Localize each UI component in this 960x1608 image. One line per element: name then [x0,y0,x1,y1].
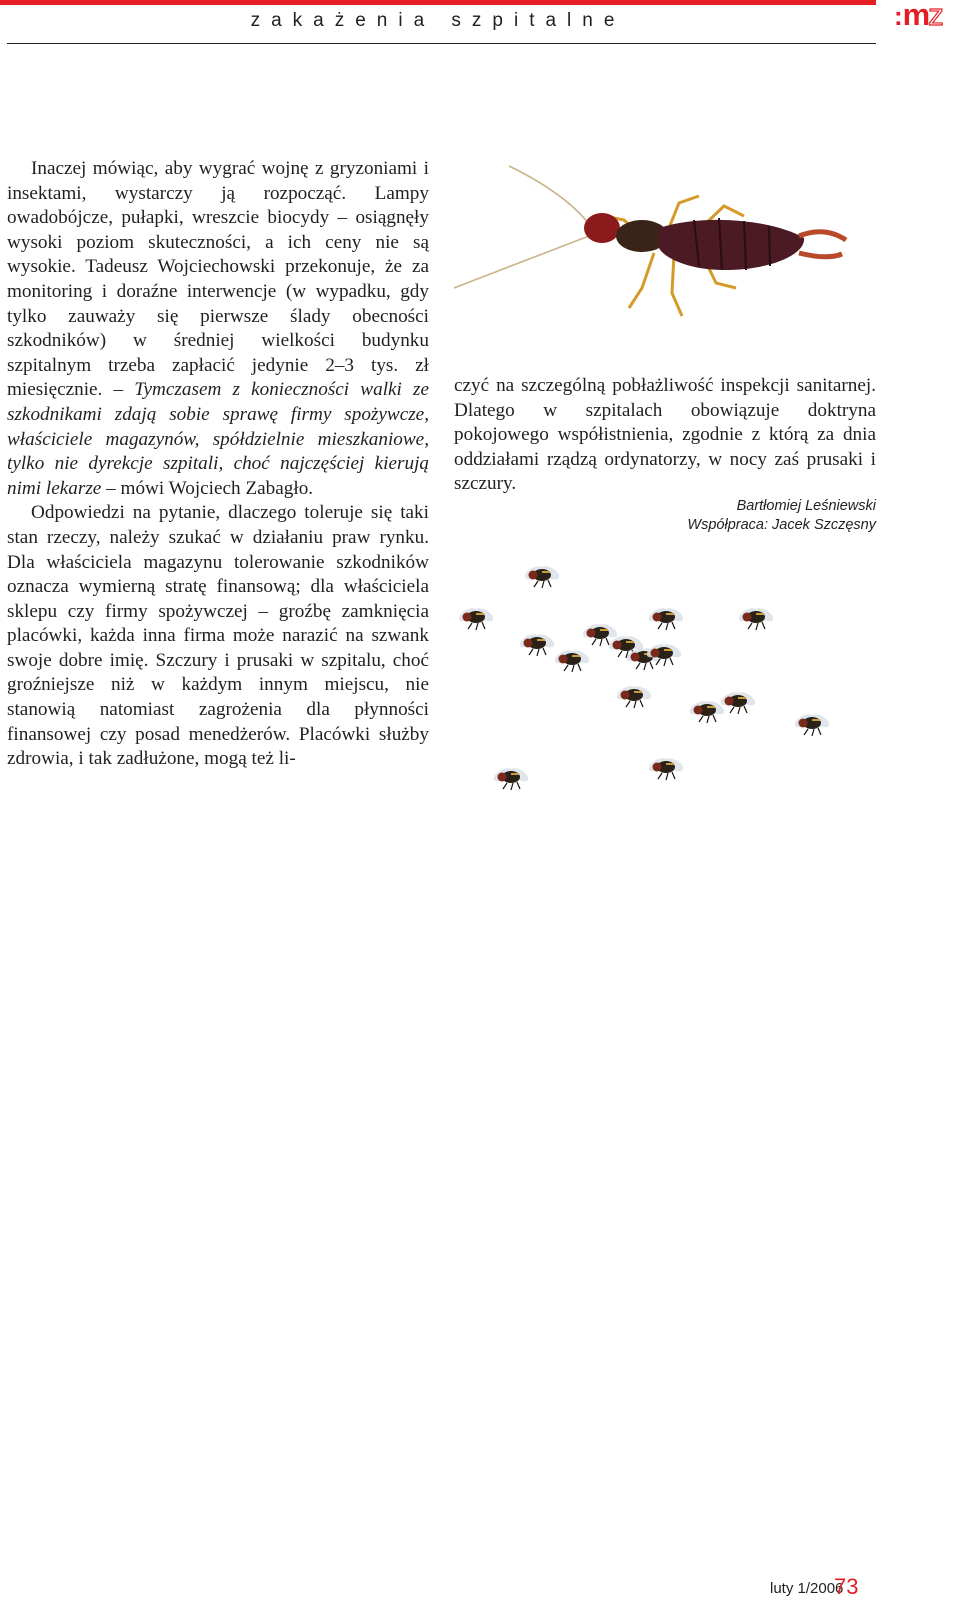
paragraph-1: Inaczej mówiąc, aby wygrać wojnę z gryzoniami i insektami, wystarczy ją rozpocząć. Lampy owadobójcze, pułapki, wreszcie biocydy – osiągnęły wysoki poziom skuteczności, a ich ceny nie są wysokie. Tadeusz Wojciechowski przekonuje, że za monitoring i doraźne interwencje (w wypadku, gdy tylko zauważy się pierwsze ślady obecności szkodników) w średniej wielkości budynku szpitalnym trzeba zapłacić jedynie 2–3 tys. zł miesięcznie. – Tymczasem z konieczności walki ze szkodnikami zdają sobie sprawę firmy spożywcze, właściciele magazynów, spółdzielnie mieszkaniowe, tylko nie dyrekcje szpitali, choć najczęściej kierują nimi lekarze – mówi Wojciech Zabagło. [7,158,430,499]
cooperation-byline: Współpraca: Jacek Szczęsny [687,517,876,533]
right-column [454,374,876,497]
flies-photo [454,555,876,815]
paragraph-2: Odpowiedzi na pytanie, dlaczego toleruje się taki stan rzeczy, należy szukać w działaniu praw rynku. Dla właściciela magazynu tolerowanie szkodników oznacza wymierną stratę finansową; dla właściciela sklepu czy firmy spożywczej – groźbę zamknięcia placówki, każda inna firma może narazić na szwank swoje dobre imię. Szczury i prusaki w szpitalu, choć groźniejsze niż w każdym innym miejscu, nie stanowią natomiast zagrożenia dla płynności finansowej czy posad menedżerów. Placówki służby zdrowia, i tak zadłużone, mogą też li- [7,502,429,770]
left-column [7,157,429,772]
header-rule [7,43,876,44]
earwig-photo [454,158,876,328]
section-title: zakażenia szpitalne [250,10,626,31]
author-byline: Bartłomiej Leśniewski [736,498,876,514]
paragraph-3: czyć na szczególną pobłażliwość inspekcji sanitarnej. Dlatego w szpitalach obowiązuje doktryna pokojowego współistnienia, zgodnie z którą za dnia oddziałami rządzą ordynatorzy, w nocy zaś prusaki i szczury. [454,375,876,495]
header-red-bar [0,0,876,5]
magazine-logo: :mz [894,0,942,32]
issue-label: luty 1/2006 [770,1580,844,1597]
page-number: 73 [834,1574,859,1599]
quote-italic: Tymczasem z konieczności walki ze szkodnikami zdają sobie sprawę firmy spożywcze, właściciele magazynów, spółdzielnie mieszkaniowe, tylko nie dyrekcje szpitali, choć najczęściej kierują nimi lekarze [7,379,430,499]
page-footer [750,1574,950,1600]
